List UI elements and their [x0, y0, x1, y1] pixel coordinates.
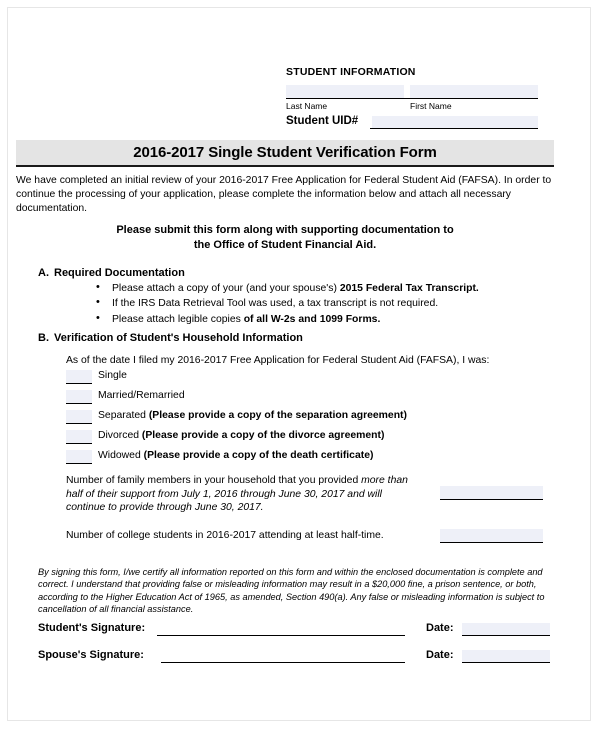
family-members-question: [66, 474, 421, 515]
intro-paragraph: We have completed an initial review of your 2016-2017 Free Application for Federal Student Aid (FAFSA). In order to continue the processing of your application, please complete the information below and attach all necessary documentation.: [16, 175, 552, 215]
section-b-title: Verification of Student's Household Information: [54, 332, 303, 344]
student-date-rule: [462, 635, 550, 636]
option-text-bold: (Please provide a copy of the death certificate): [143, 450, 374, 461]
list-item: [66, 296, 546, 311]
section-a-heading: [38, 267, 185, 279]
as-of-date-statement: As of the date I filed my 2016-2017 Free Application for Federal Student Aid (FAFSA), I was:: [66, 355, 490, 366]
submit-instruction-line-1: Please submit this form along with supporting documentation to: [116, 224, 454, 236]
first-name-label: First Name: [410, 101, 452, 111]
option-text-plain: Separated: [98, 410, 149, 421]
student-uid-input[interactable]: [372, 116, 538, 128]
student-uid-row: [286, 115, 538, 131]
question-text-italic: more than half of their support from July 1, 2016 through June 30, 2017 and will continue to provide through June 30, 2017.: [66, 475, 408, 514]
spouse-signature-input[interactable]: [161, 662, 405, 663]
list-item: [66, 369, 546, 389]
required-documentation-list: [66, 281, 546, 327]
last-name-input[interactable]: [286, 85, 404, 98]
list-item: [66, 312, 546, 327]
checkbox-label: [98, 390, 185, 401]
student-signature-label: Student's Signature:: [38, 622, 146, 634]
checkbox-single[interactable]: [66, 370, 92, 384]
list-item: [66, 429, 546, 449]
student-date-input[interactable]: [462, 623, 550, 635]
checkbox-label: [98, 430, 384, 441]
spouse-date-rule: [462, 662, 550, 663]
option-text-bold: (Please provide a copy of the divorce agreement): [141, 430, 385, 441]
student-information-block: [286, 66, 538, 131]
checkbox-label: [98, 410, 407, 421]
bullet-text-bold-1: of all W-2s and 1099 Forms.: [243, 313, 381, 325]
option-text-plain: Married/Remarried: [98, 390, 185, 401]
question-text-plain: Number of college students in 2016-2017 attending at least half-time.: [66, 530, 384, 541]
checkbox-label: [98, 370, 127, 381]
section-a-title: Required Documentation: [54, 267, 185, 279]
form-title-banner: [16, 140, 554, 167]
list-item: [66, 409, 546, 429]
certification-statement: By signing this form, I/we certify all information reported on this form and within the enclosed documentation is complete and correct. I understand that providing false or misleading information may result in a $20,000 fine, a prison sentence, or both, according to the Higher Education Act of 1965, as amended, Section 490(a). Any false or misleading information is subject to cancellation of all financial assistance.: [38, 567, 545, 614]
bullet-text-plain-1: If the IRS Data Retrieval Tool was used, a tax transcript is not required.: [112, 298, 439, 310]
checkbox-divorced[interactable]: [66, 430, 92, 444]
checkbox-separated[interactable]: [66, 410, 92, 424]
option-text-plain: Divorced: [98, 430, 142, 441]
list-item: [66, 281, 546, 296]
option-text-bold: (Please provide a copy of the separation agreement): [148, 410, 407, 421]
student-uid-rule: [370, 128, 538, 129]
first-name-input[interactable]: [410, 85, 538, 98]
option-text-plain: Single: [98, 370, 127, 381]
option-text-plain: Widowed: [98, 450, 144, 461]
section-a-letter: A.: [38, 267, 49, 279]
submit-instruction: [16, 223, 554, 252]
checkbox-widowed[interactable]: [66, 450, 92, 464]
section-b-heading: [38, 332, 303, 344]
student-date-label: Date:: [426, 622, 454, 634]
student-signature-input[interactable]: [157, 635, 405, 636]
spouse-date-label: Date:: [426, 649, 454, 661]
list-item: [66, 389, 546, 409]
name-fields-row: [286, 85, 538, 99]
last-name-label: Last Name: [286, 101, 328, 111]
college-students-question: [66, 529, 421, 543]
name-field-labels: [286, 101, 538, 114]
question-text-plain: Number of family members in your household that you provided: [66, 475, 362, 486]
family-members-input[interactable]: [440, 486, 543, 500]
student-information-heading: STUDENT INFORMATION: [286, 66, 416, 78]
name-fields-rule: [286, 98, 538, 99]
form-page: [7, 7, 591, 721]
spouse-date-input[interactable]: [462, 650, 550, 662]
student-uid-label: Student UID#: [286, 115, 359, 127]
bullet-text-plain-1: Please attach a copy of your (and your spouse's): [112, 283, 340, 294]
bullet-text-plain-1: Please attach legible copies: [112, 313, 244, 325]
page-title: 2016-2017 Single Student Verification Form: [133, 144, 437, 161]
marital-status-checklist: [66, 369, 546, 469]
college-students-input[interactable]: [440, 529, 543, 543]
checkbox-label: [98, 450, 373, 461]
student-signature-row: [38, 622, 550, 642]
checkbox-married-remarried[interactable]: [66, 390, 92, 404]
bullet-text-bold-1: 2015 Federal Tax Transcript.: [339, 283, 479, 294]
spouse-signature-row: [38, 649, 550, 669]
spouse-signature-label: Spouse's Signature:: [38, 649, 144, 661]
submit-instruction-line-2: the Office of Student Financial Aid.: [193, 238, 377, 251]
section-b-letter: B.: [38, 332, 49, 344]
list-item: [66, 449, 546, 469]
